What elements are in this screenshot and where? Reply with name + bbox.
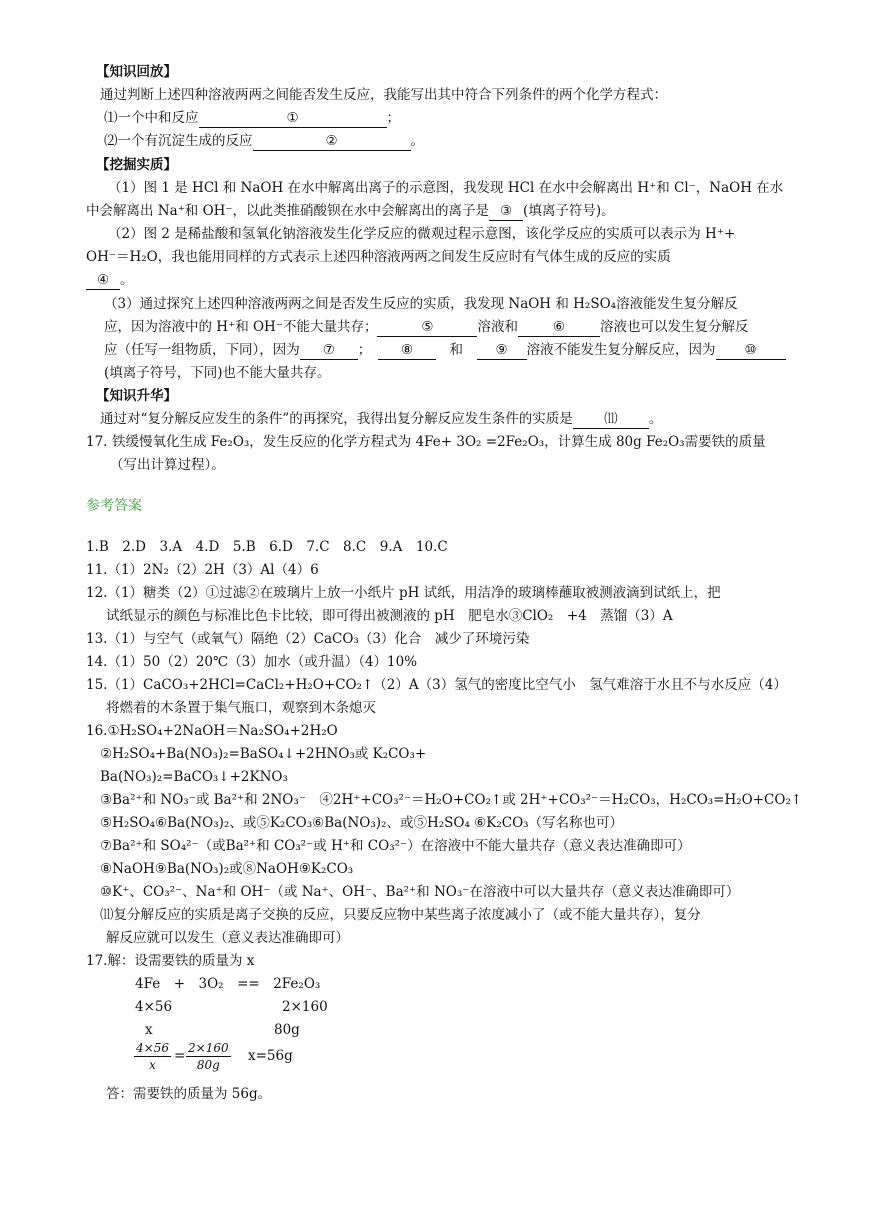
p2-line2: OH⁻＝H₂O，我也能用同样的方式表示上述四种溶液两两之间发生反应时有气体生成的反应的实质 xyxy=(86,249,671,265)
p3-text-b: 溶液和 xyxy=(477,319,518,335)
answers-heading: 参考答案 xyxy=(86,498,142,514)
item1-end: ； xyxy=(386,110,400,126)
item1-label: ⑴一个中和反应 xyxy=(104,110,199,126)
blank-11: ⑾ xyxy=(573,411,649,429)
answer-17-equals: = xyxy=(174,1048,186,1064)
heading-knowledge-review: 【知识回放】 xyxy=(96,64,177,80)
answer-16-line8: ⑩K⁺、CO₃²⁻、Na⁺和 OH⁻（或 Na⁺、OH⁻、Ba²⁺和 NO₃⁻在溶液中可以大量共存（意义表达准确即可） xyxy=(100,884,740,900)
answer-13: 13.（1）与空气（或氧气）隔绝（2）CaCO₃（3）化合 减少了环境污染 xyxy=(86,631,530,647)
answer-17-molar-fe: 4×56 xyxy=(135,999,173,1015)
p3-text-c: 溶液也可以发生复分解反 xyxy=(599,319,749,335)
answer-17-unknown: x xyxy=(145,1022,153,1038)
fraction-left-numerator: 4×56 xyxy=(136,1041,169,1055)
fraction-right-numerator: 2×160 xyxy=(188,1041,229,1055)
answer-15-line2: 将燃着的木条置于集气瓶口，观察到木条熄灭 xyxy=(106,700,376,716)
answer-17-equation: 4Fe + 3O₂ == 2Fe₂O₃ xyxy=(135,976,321,992)
answers-1-10: 1.B 2.D 3.A 4.D 5.B 6.D 7.C 8.C 9.A 10.C xyxy=(86,539,448,555)
item2-label: ⑵一个有沉淀生成的反应 xyxy=(104,133,253,149)
item2-line xyxy=(104,131,424,151)
answer-17-head: 17.解：设需要铁的质量为 x xyxy=(86,953,255,969)
blank-2: ② xyxy=(253,133,411,151)
q17-line2: （写出计算过程）。 xyxy=(110,457,225,473)
blank-10: ⑩ xyxy=(716,342,786,360)
p1-text-end: (填离子符号)。 xyxy=(523,203,615,219)
answer-16-line7: ⑧NaOH⑨Ba(NO₃)₂或⑧NaOH⑨K₂CO₃ xyxy=(100,861,354,877)
blank-4: ④ xyxy=(86,272,120,290)
q17-line1: 铁缓慢氧化生成 Fe₂O₃，发生反应的化学方程式为 4Fe+ 3O₂ =2Fe₂O₃，计算生成 80g Fe₂O₃需要铁的质量 xyxy=(112,434,766,450)
answer-17-molar-fe2o3: 2×160 xyxy=(282,999,328,1015)
p3-text-a: 应，因为溶液中的 H⁺和 OH⁻不能大量共存； xyxy=(104,319,378,335)
answer-17-mass: 80g xyxy=(274,1022,300,1038)
answer-16-line9: ⑾复分解反应的实质是离子交换的反应，只要反应物中某些离子浓度减小了（或不能大量共存），复分 xyxy=(100,907,701,923)
intro-line: 通过判断上述四种溶液两两之间能否发生反应，我能写出其中符合下列条件的两个化学方程式： xyxy=(100,87,667,103)
blank-9: ⑨ xyxy=(477,342,527,360)
blank-8: ⑧ xyxy=(378,342,436,360)
answer-15-line1: 15.（1）CaCO₃+2HCl=CaCl₂+H₂O+CO₂↑（2）A（3）氢气的密度比空气小 氢气难溶于水且不与水反应（4） xyxy=(86,677,787,693)
answer-14: 14.（1）50（2）20℃（3）加水（或升温）（4）10% xyxy=(86,654,418,670)
p3-line2 xyxy=(104,317,748,337)
answer-11: 11.（1）2N₂（2）2H（3）Al（4）6 xyxy=(86,562,319,578)
p3-text-g: 溶液不能发生复分解反应，因为 xyxy=(526,342,716,358)
blank-1: ① xyxy=(199,110,387,128)
answer-16-line5: ⑤H₂SO₄⑥Ba(NO₃)₂、或⑤K₂CO₃⑥Ba(NO₃)₂、或⑤H₂SO₄ ⑥K₂CO₃（写名称也可） xyxy=(100,815,624,831)
answer-17-fraction-left xyxy=(134,1040,171,1073)
answer-16-line2: ②H₂SO₄+Ba(NO₃)₂=BaSO₄↓+2HNO₃或 K₂CO₃+ xyxy=(100,746,427,762)
p3-text-f: 和 xyxy=(449,342,463,358)
blank-7: ⑦ xyxy=(300,342,358,360)
q17-number: 17. xyxy=(86,434,108,450)
fraction-left-denominator: x xyxy=(149,1058,156,1072)
p3-line4: (填离子符号，下同)也不能大量共存。 xyxy=(104,365,331,381)
p3-line1: （3）通过探究上述四种溶液两两之间是否发生反应的实质，我发现 NaOH 和 H₂SO₄溶液能发生复分解反 xyxy=(104,296,738,312)
p2-line1: （2）图 2 是稀盐酸和氢氧化钠溶液发生化学反应的微观过程示意图，该化学反应的实质可以表示为 H⁺+ xyxy=(108,226,736,242)
answer-16-line1: 16.①H₂SO₄+2NaOH＝Na₂SO₄+2H₂O xyxy=(86,723,338,739)
answer-16-line10: 解反应就可以发生（意义表达准确即可） xyxy=(106,930,349,946)
item1-line xyxy=(104,108,400,128)
item2-end: 。 xyxy=(410,133,424,149)
p3-text-d: 应（任写一组物质，下同），因为 xyxy=(104,342,300,358)
p1-line1: （1）图 1 是 HCl 和 NaOH 在水中解离出离子的示意图，我发现 HCl 在水中会解离出 H⁺和 Cl⁻，NaOH 在水 xyxy=(108,180,784,196)
heading-dig-essence: 【挖掘实质】 xyxy=(96,157,177,173)
answer-17-conclusion: 答：需要铁的质量为 56g。 xyxy=(106,1086,272,1102)
p2-end: 。 xyxy=(120,272,134,288)
p1-line2 xyxy=(86,201,615,221)
blank-5: ⑤ xyxy=(377,319,477,337)
p2-line3 xyxy=(86,270,134,290)
p4-text: 通过对“复分解反应发生的条件”的再探究，我得出复分解反应发生条件的实质是 xyxy=(100,411,573,427)
heading-knowledge-upgrade: 【知识升华】 xyxy=(96,388,177,404)
answer-12-line1: 12.（1）糖类（2）①过滤②在玻璃片上放一小纸片 pH 试纸，用洁净的玻璃棒蘸取被测液滴到试纸上，把 xyxy=(86,585,721,601)
fraction-right-denominator: 80g xyxy=(196,1058,220,1072)
p4-end: 。 xyxy=(648,411,663,427)
answer-16-line4: ③Ba²⁺和 NO₃⁻或 Ba²⁺和 2NO₃⁻ ④2H⁺+CO₃²⁻＝H₂O+CO₂↑或 2H⁺+CO₃²⁻＝H₂CO₃，H₂CO₃=H₂O+CO₂↑ xyxy=(100,792,803,808)
blank-6: ⑥ xyxy=(518,319,600,337)
answer-16-line3: Ba(NO₃)₂=BaCO₃↓+2KNO₃ xyxy=(100,769,288,785)
p1-text: 中会解离出 Na⁺和 OH⁻，以此类推硝酸钡在水中会解离出的离子是 xyxy=(86,203,490,219)
answer-17-result: x=56g xyxy=(248,1048,293,1064)
p3-text-e: ； xyxy=(357,342,365,358)
answer-16-line6: ⑦Ba²⁺和 SO₄²⁻（或Ba²⁺和 CO₃²⁻或 H⁺和 CO₃²⁻）在溶液中不能大量共存（意义表达准确即可） xyxy=(100,838,691,854)
answer-12-line2: 试纸显示的颜色与标准比色卡比较，即可得出被测液的 pH 肥皂水③ClO₂ +4 蒸馏（3）A xyxy=(106,608,673,624)
blank-3: ③ xyxy=(489,203,523,221)
answer-17-fraction-right xyxy=(186,1040,231,1073)
p4-line xyxy=(100,409,662,429)
p3-line3 xyxy=(104,340,786,360)
